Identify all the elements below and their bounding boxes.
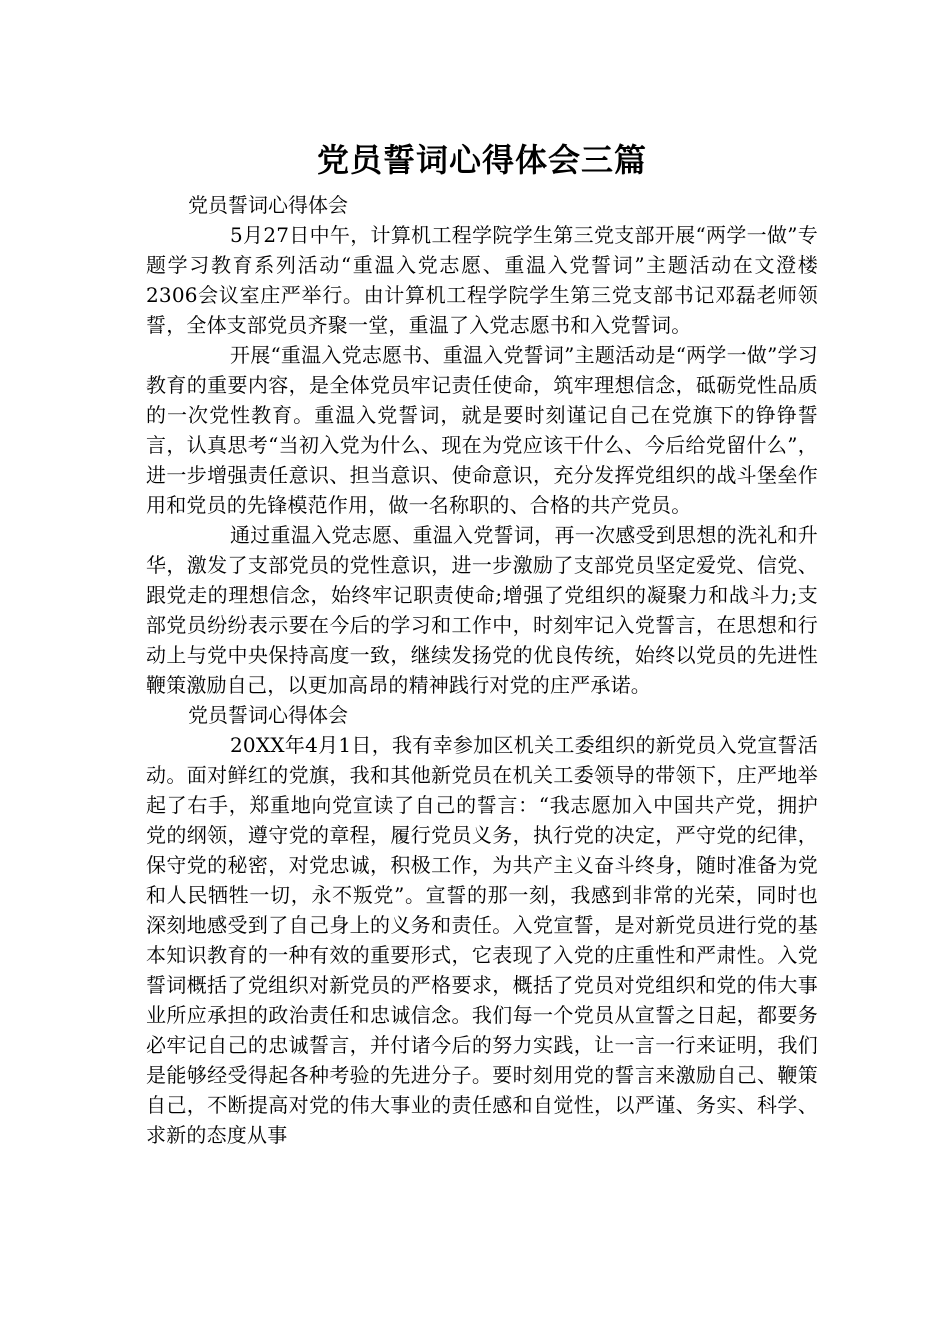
document-title: 党员誓词心得体会三篇 — [316, 141, 647, 179]
section-heading: 党员誓词心得体会 — [188, 703, 348, 727]
section-1 — [146, 190, 818, 700]
section-heading: 党员誓词心得体会 — [188, 193, 348, 217]
paragraph: 通过重温入党志愿、重温入党誓词，再一次感受到思想的洗礼和升华，激发了支部党员的党性意识，进一步激励了支部党员坚定爱党、信党、跟党走的理想信念，始终牢记职责使命;增强了党组织的凝聚力和战斗力;支部党员纷纷表示要在今后的学习和工作中，时刻牢记入党誓言，在思想和行动上与党中央保持高度一致，继续发扬党的优良传统，始终以党员的先进性鞭策激励自己，以更加高昂的精神践行对党的庄严承诺。 — [146, 523, 818, 697]
paragraph: 开展“重温入党志愿书、重温入党誓词”主题活动是“两学一做”学习教育的重要内容，是全体党员牢记责任使命，筑牢理想信念，砥砺党性品质的一次党性教育。重温入党誓词，就是要时刻谨记自己在党旗下的铮铮誓言，认真思考“当初入党为什么、现在为党应该干什么、今后给党留什么”，进一步增强责任意识、担当意识、使命意识，充分发挥党组织的战斗堡垒作用和党员的先锋模范作用，做一名称职的、合格的共产党员。 — [146, 343, 818, 517]
paragraph: 20XX年4月1日，我有幸参加区机关工委组织的新党员入党宣誓活动。面对鲜红的党旗，我和其他新党员在机关工委领导的带领下，庄严地举起了右手，郑重地向党宣读了自己的誓言：“我志愿加入中国共产党，拥护党的纲领，遵守党的章程，履行党员义务，执行党的决定，严守党的纪律，保守党的秘密，对党忠诚，积极工作，为共产主义奋斗终身，随时准备为党和人民牺牲一切，永不叛党”。宣誓的那一刻，我感到非常的光荣，同时也深刻地感受到了自己身上的义务和责任。入党宣誓，是对新党员进行党的基本知识教育的一种有效的重要形式，它表现了入党的庄重性和严肃性。入党誓词概括了党组织对新党员的严格要求，概括了党员对党组织和党的伟大事业所应承担的政治责任和忠诚信念。我们每一个党员从宣誓之日起，都要务必牢记自己的忠诚誓言，并付诸今后的努力实践，让一言一行来证明，我们是能够经受得起各种考验的先进分子。要时刻用党的誓言来激励自己、鞭策自己，不断提高对党的伟大事业的责任感和自觉性，以严谨、务实、科学、求新的态度从事 — [146, 733, 818, 1147]
document-page — [146, 130, 818, 1150]
section-2 — [146, 700, 818, 1150]
paragraph: 5月27日中午，计算机工程学院学生第三党支部开展“两学一做”专题学习教育系列活动“重温入党志愿、重温入党誓词”主题活动在文澄楼2306会议室庄严举行。由计算机工程学院学生第三党支部书记邓磊老师领誓，全体支部党员齐聚一堂，重温了入党志愿书和入党誓词。 — [146, 223, 818, 337]
